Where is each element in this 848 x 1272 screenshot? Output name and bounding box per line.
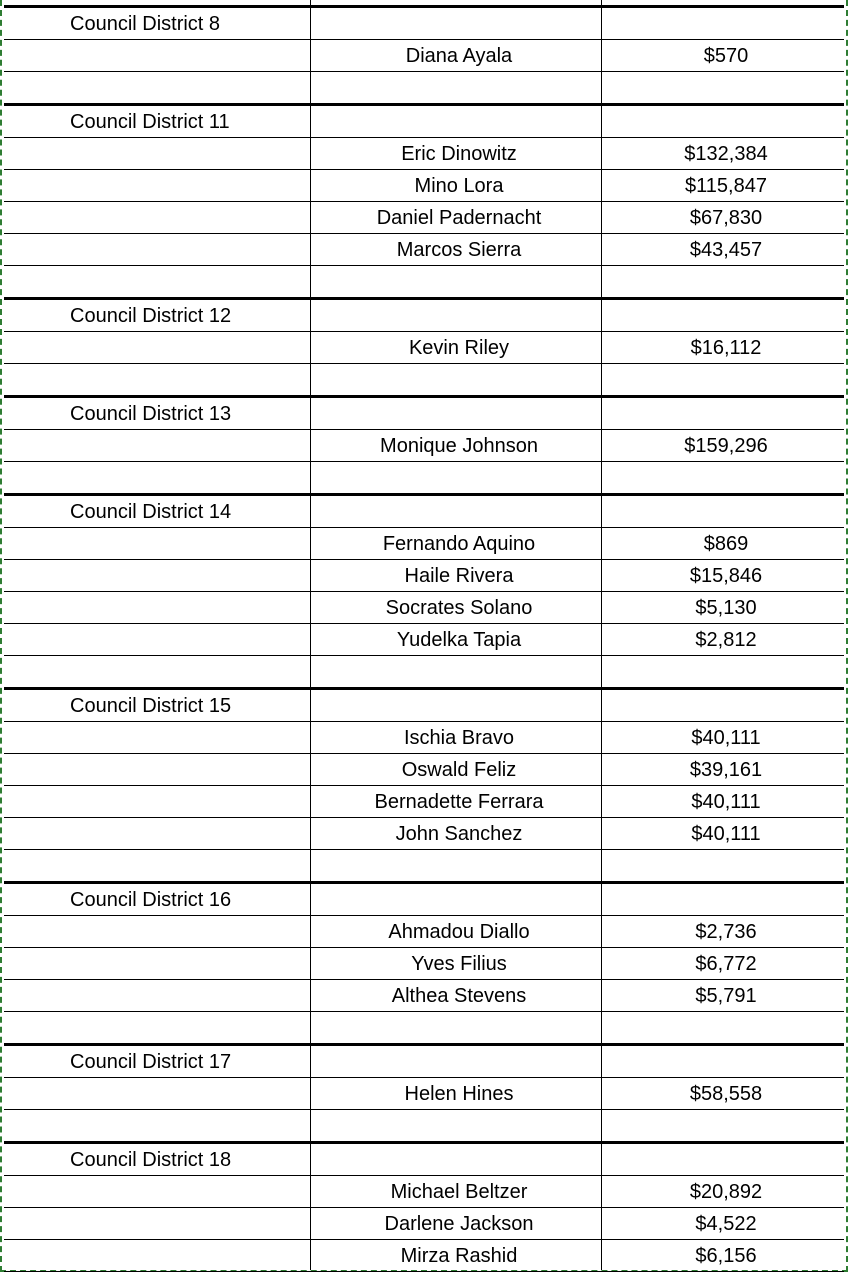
candidate-name: Diana Ayala xyxy=(405,45,513,67)
table-row xyxy=(4,754,844,786)
candidate-amount: $20,892 xyxy=(689,1181,763,1203)
table-row xyxy=(4,528,844,560)
spacer-row xyxy=(4,1012,844,1046)
district-label: Council District 13 xyxy=(70,403,232,425)
candidate-name: Monique Johnson xyxy=(380,435,538,457)
candidate-name: Socrates Solano xyxy=(385,597,533,619)
district-label: Council District 15 xyxy=(70,695,232,717)
table-row xyxy=(4,1208,844,1240)
candidate-amount: $159,296 xyxy=(684,435,768,457)
table-row xyxy=(4,786,844,818)
table-row xyxy=(4,430,844,462)
spacer-row xyxy=(4,656,844,690)
candidate-name: Darlene Jackson xyxy=(384,1213,534,1235)
candidate-amount: $40,111 xyxy=(691,823,761,845)
candidate-amount: $869 xyxy=(703,533,749,555)
district-label: Council District 14 xyxy=(70,501,232,523)
candidate-amount: $115,847 xyxy=(685,175,767,197)
candidate-amount: $39,161 xyxy=(689,759,763,781)
candidate-amount: $58,558 xyxy=(689,1083,763,1105)
district-row xyxy=(4,496,844,528)
candidate-amount: $40,111 xyxy=(691,791,761,813)
candidate-name: Yudelka Tapia xyxy=(396,629,522,651)
district-label: Council District 16 xyxy=(70,889,232,911)
district-row xyxy=(4,1046,844,1078)
candidate-amount: $570 xyxy=(703,45,749,67)
district-row xyxy=(4,398,844,430)
district-label: Council District 17 xyxy=(70,1051,232,1073)
candidate-amount: $6,156 xyxy=(695,1245,757,1267)
spacer-row xyxy=(4,850,844,884)
district-row xyxy=(4,106,844,138)
spacer-row xyxy=(4,72,844,106)
table-row xyxy=(4,980,844,1012)
table-row xyxy=(4,332,844,364)
table-row xyxy=(4,560,844,592)
candidate-name: Bernadette Ferrara xyxy=(374,791,544,813)
table-row xyxy=(4,40,844,72)
district-row xyxy=(4,690,844,722)
table-row xyxy=(4,234,844,266)
candidate-amount: $40,111 xyxy=(691,727,761,749)
table-row xyxy=(4,916,844,948)
candidate-amount: $16,112 xyxy=(690,337,762,359)
candidate-name: Althea Stevens xyxy=(391,985,527,1007)
spacer-row xyxy=(4,266,844,300)
table-row xyxy=(4,818,844,850)
candidate-amount: $67,830 xyxy=(689,207,763,229)
candidate-name: Marcos Sierra xyxy=(396,239,522,261)
district-label: Council District 12 xyxy=(70,305,232,327)
spacer-row xyxy=(4,364,844,398)
candidate-name: Mino Lora xyxy=(414,175,504,197)
candidate-name: Yves Filius xyxy=(411,953,507,975)
candidate-amount: $15,846 xyxy=(689,565,763,587)
candidate-name: John Sanchez xyxy=(395,823,523,845)
table-row xyxy=(4,592,844,624)
table-row xyxy=(4,722,844,754)
table-row xyxy=(4,170,844,202)
candidate-amount: $2,812 xyxy=(695,629,757,651)
table-row xyxy=(4,1078,844,1110)
table-row xyxy=(4,202,844,234)
district-label: Council District 11 xyxy=(70,111,230,133)
candidate-amount: $4,522 xyxy=(695,1213,757,1235)
table-row xyxy=(4,138,844,170)
candidate-name: Ischia Bravo xyxy=(403,727,515,749)
table-row xyxy=(4,624,844,656)
candidate-name: Oswald Feliz xyxy=(401,759,517,781)
table-row xyxy=(4,948,844,980)
candidate-name: Daniel Padernacht xyxy=(376,207,542,229)
table-row xyxy=(4,1240,844,1272)
candidate-amount: $5,791 xyxy=(695,985,757,1007)
candidate-name: Helen Hines xyxy=(404,1083,514,1105)
district-label: Council District 8 xyxy=(70,13,221,35)
candidate-amount: $5,130 xyxy=(695,597,757,619)
candidate-amount: $132,384 xyxy=(684,143,768,165)
table-row xyxy=(4,1176,844,1208)
candidate-name: Haile Rivera xyxy=(404,565,514,587)
candidate-name: Kevin Riley xyxy=(408,337,510,359)
candidate-name: Michael Beltzer xyxy=(390,1181,528,1203)
district-row xyxy=(4,884,844,916)
district-row xyxy=(4,1144,844,1176)
district-label: Council District 18 xyxy=(70,1149,232,1171)
candidate-amount: $43,457 xyxy=(689,239,763,261)
candidate-name: Mirza Rashid xyxy=(400,1245,518,1267)
spacer-row xyxy=(4,1110,844,1144)
candidate-amount: $6,772 xyxy=(695,953,757,975)
candidate-name: Eric Dinowitz xyxy=(401,143,517,165)
candidate-amount: $2,736 xyxy=(695,921,757,943)
candidate-name: Fernando Aquino xyxy=(382,533,536,555)
district-row xyxy=(4,8,844,40)
spacer-row xyxy=(4,462,844,496)
candidate-name: Ahmadou Diallo xyxy=(388,921,530,943)
district-row xyxy=(4,300,844,332)
